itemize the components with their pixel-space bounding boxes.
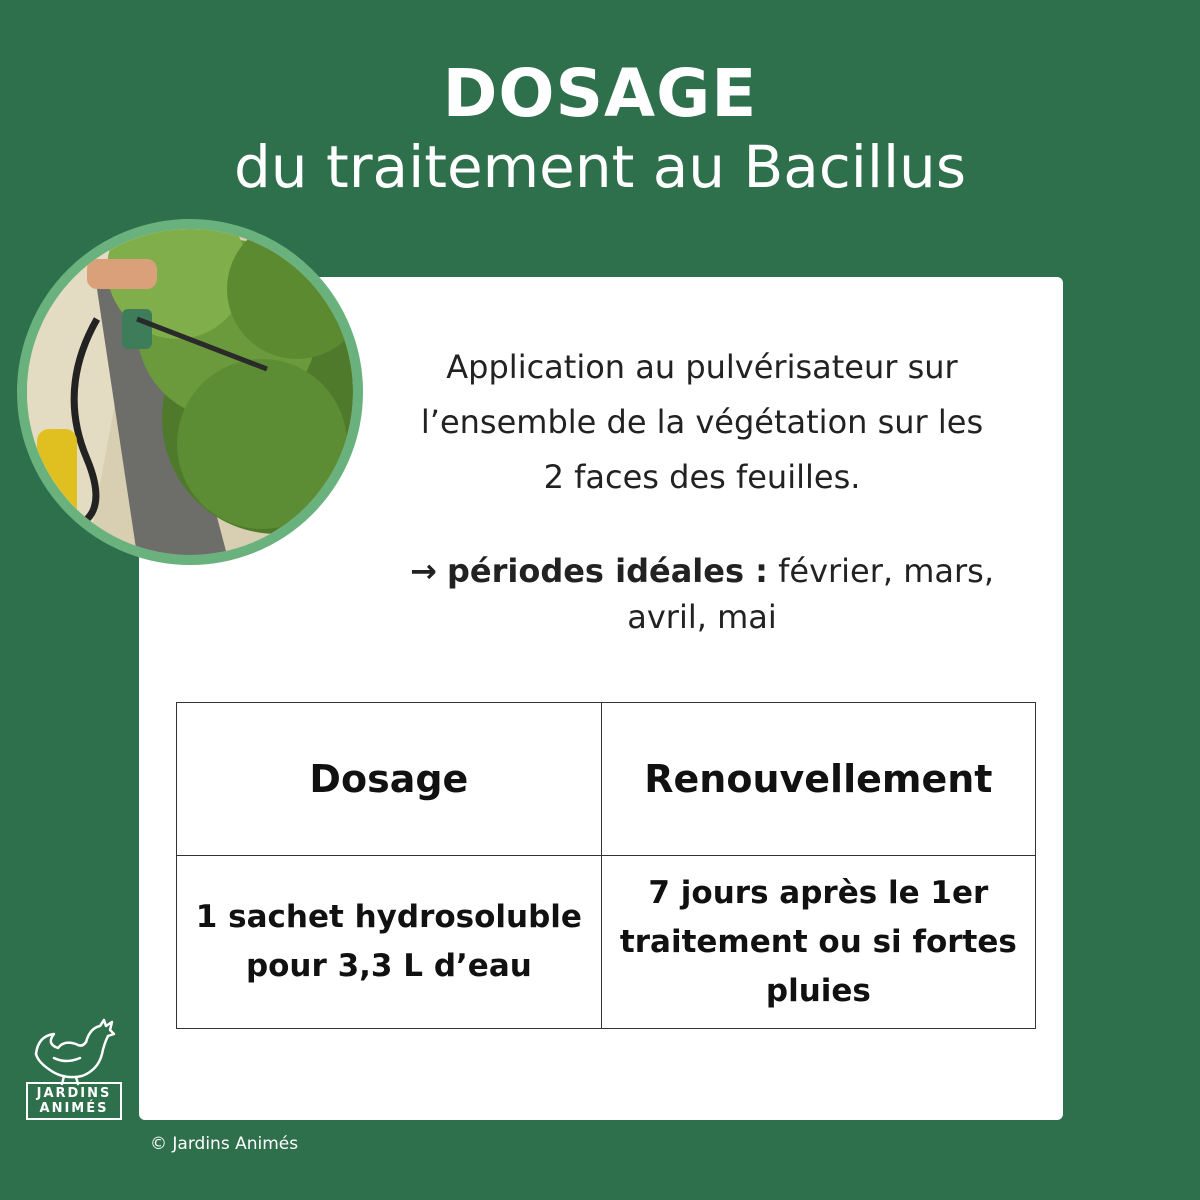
header-dosage: Dosage bbox=[177, 703, 602, 856]
renewal-value-line: 7 jours après le 1er bbox=[648, 874, 989, 911]
sprayer-photo bbox=[17, 219, 363, 565]
sprayer-photo-illustration bbox=[27, 229, 353, 555]
page-title: DOSAGE bbox=[442, 55, 758, 132]
copyright-notice bbox=[150, 1134, 298, 1154]
description-line: Application au pulvérisateur sur bbox=[446, 348, 958, 386]
dosage-value bbox=[177, 856, 602, 1029]
application-description bbox=[380, 340, 1024, 505]
page-subtitle: du traitement au Bacillus bbox=[233, 133, 967, 201]
ideal-periods bbox=[380, 548, 1024, 640]
renewal-value bbox=[601, 856, 1035, 1029]
dosage-table bbox=[176, 702, 1036, 1029]
logo-line: ANIMÉS bbox=[39, 1101, 109, 1116]
description-line: 2 faces des feuilles. bbox=[543, 458, 861, 496]
renewal-value-line: pluies bbox=[765, 972, 871, 1009]
header-renewal: Renouvellement bbox=[601, 703, 1035, 856]
periods-label: périodes idéales : bbox=[446, 552, 768, 590]
table-row bbox=[177, 856, 1036, 1029]
description-line: l’ensemble de la végétation sur les bbox=[420, 403, 984, 441]
periods-value: février, mars, bbox=[778, 552, 995, 590]
logo-line: JARDINS bbox=[36, 1086, 112, 1101]
dosage-value-line: pour 3,3 L d’eau bbox=[245, 948, 532, 984]
table-header-row bbox=[177, 703, 1036, 856]
dosage-value-line: 1 sachet hydrosoluble bbox=[195, 899, 582, 935]
copyright-icon: © bbox=[150, 1134, 167, 1154]
periods-value-continued: avril, mai bbox=[627, 598, 777, 636]
copyright-text: Jardins Animés bbox=[172, 1134, 299, 1154]
brand-logo bbox=[26, 1082, 122, 1120]
arrow-icon: → bbox=[409, 552, 437, 590]
renewal-value-line: traitement ou si fortes bbox=[619, 923, 1017, 960]
periods-line bbox=[380, 548, 1024, 594]
